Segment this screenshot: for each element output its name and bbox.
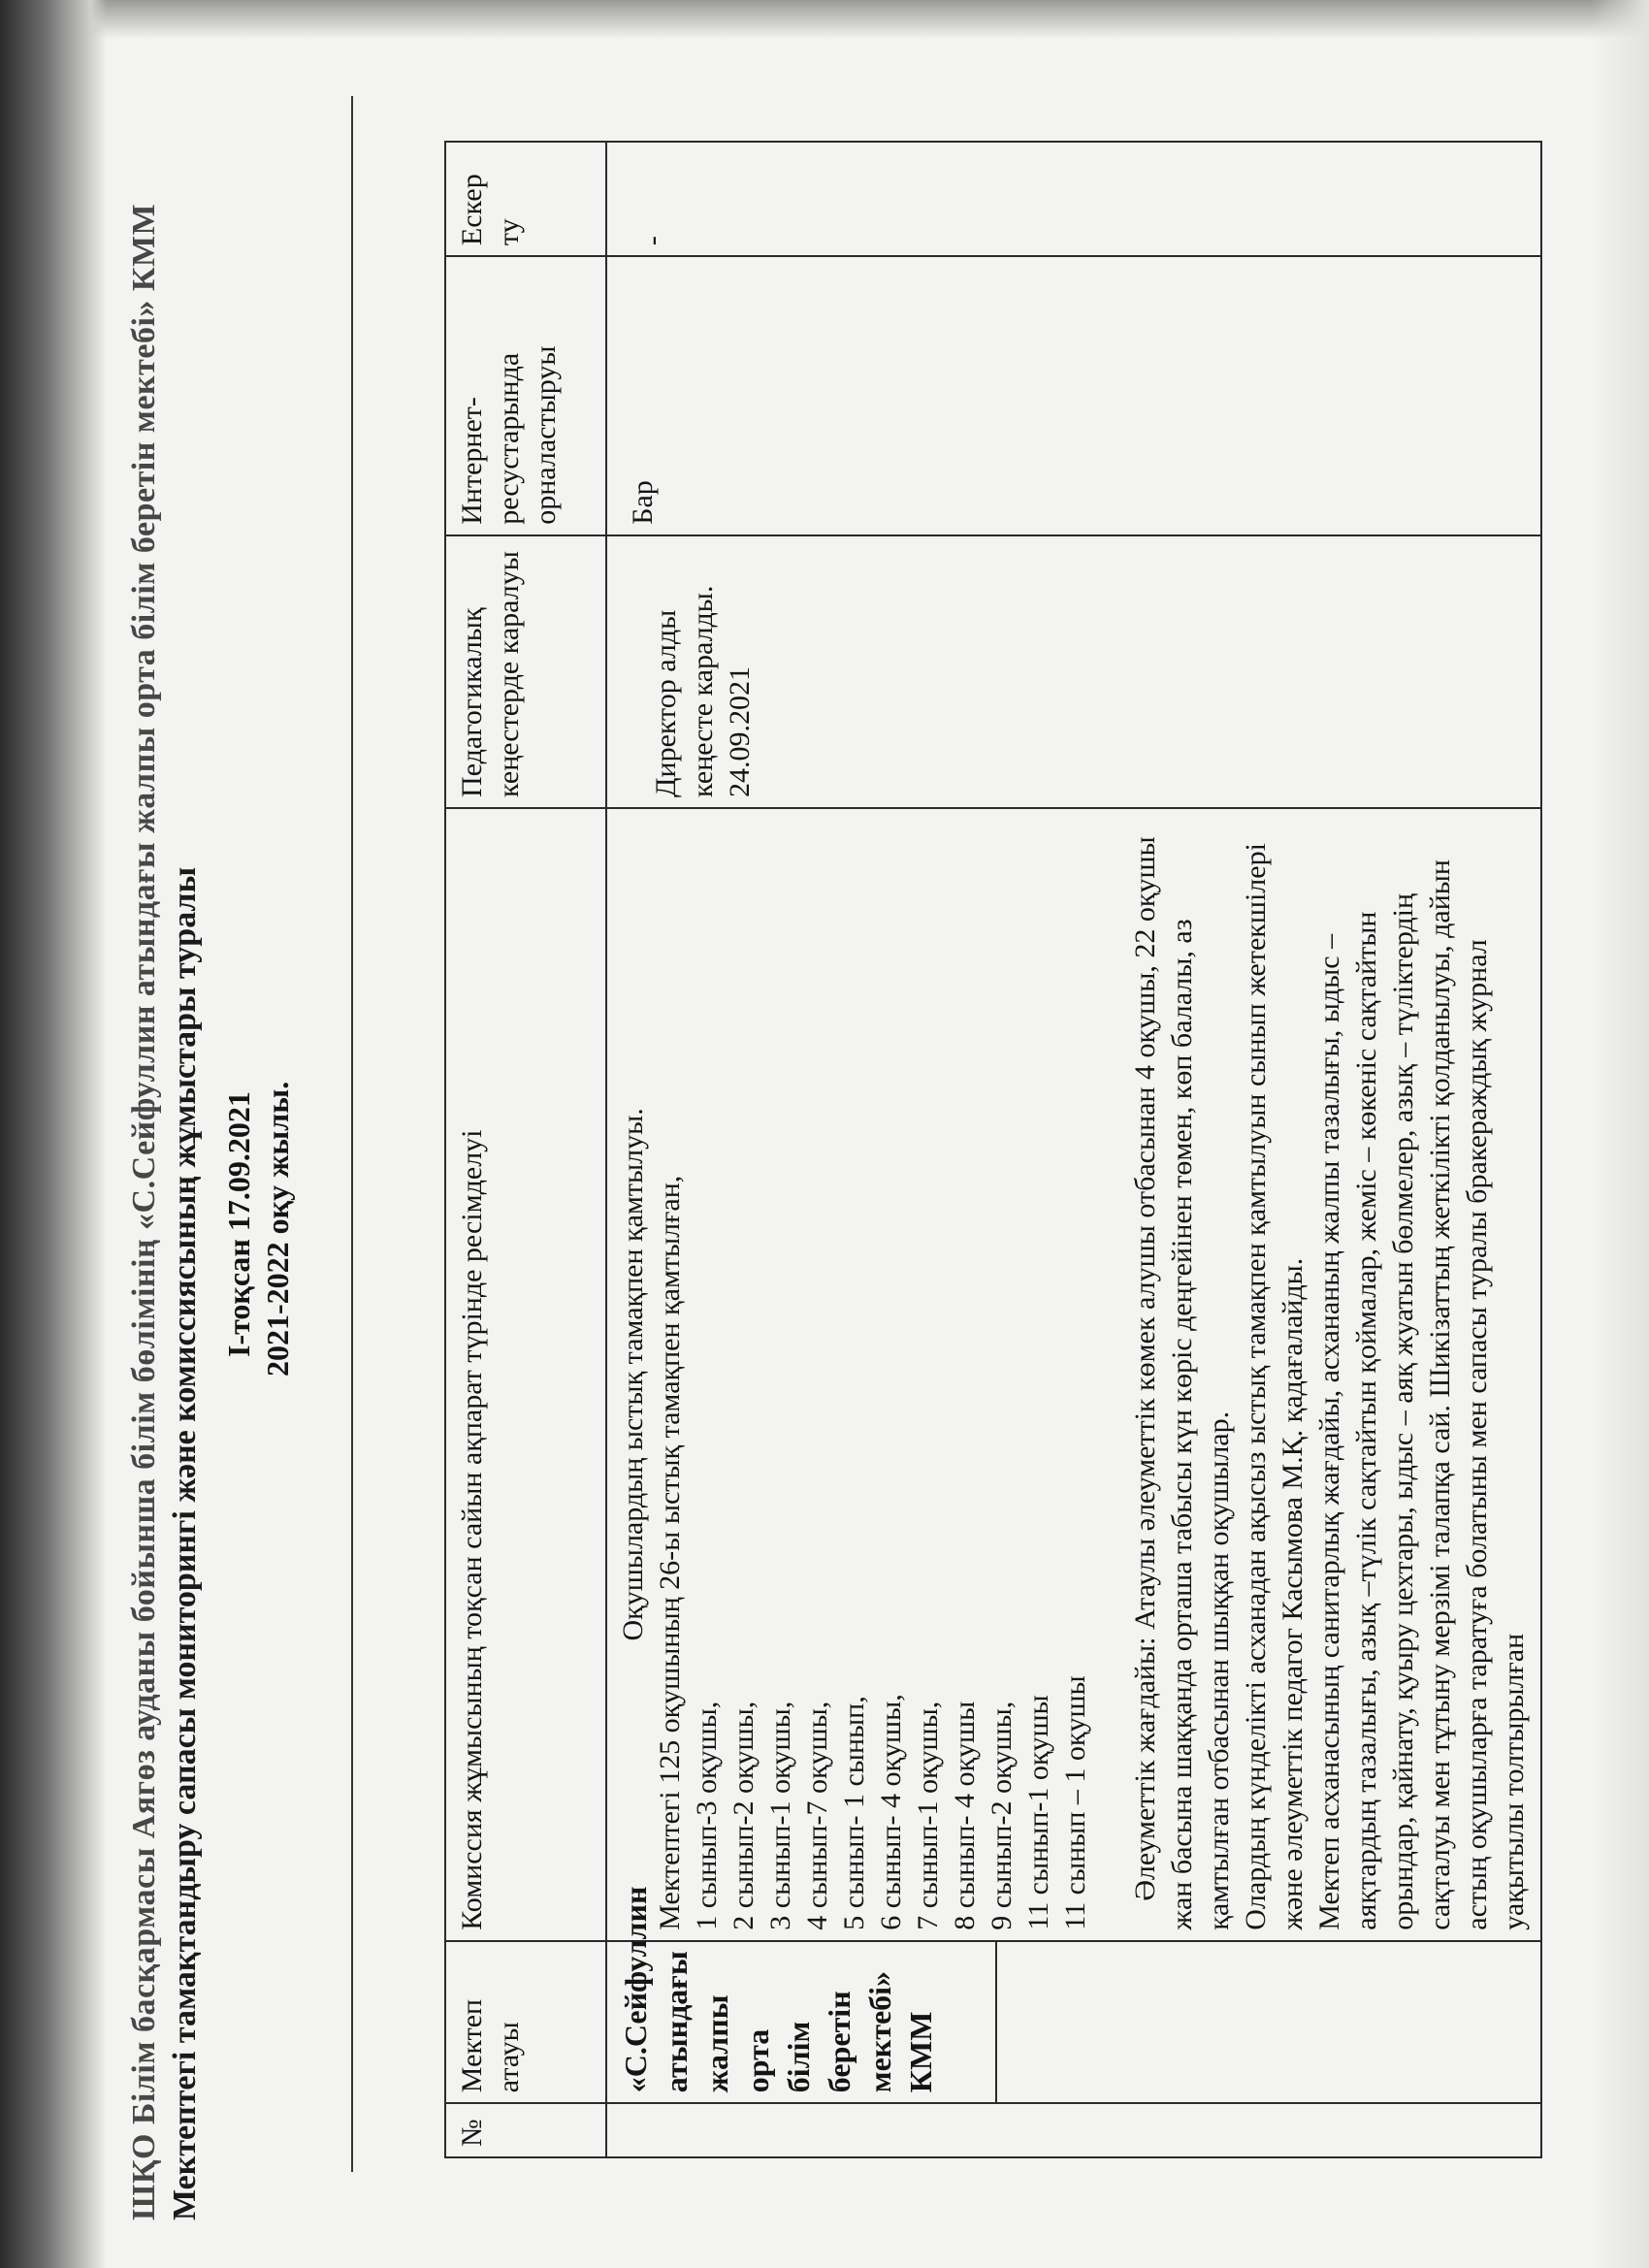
list-item: 11 сынып-1 оқушы [1022, 1695, 1054, 1930]
cell-web [606, 256, 1541, 535]
ped-text: Директор алды кеңесте каралды. 24.09.2021 [650, 585, 756, 797]
cell-info [606, 808, 1541, 1941]
header-num: № [445, 2103, 606, 2157]
web-text: Бар [627, 480, 659, 525]
header-note: Ескер ту [445, 142, 606, 256]
list-item: 8 сынып- 4 оқушы [949, 1701, 981, 1930]
list-item: 4 сынып-7 оқушы, [801, 1701, 833, 1930]
list-item: 11 сынып – 1 оқушы [1059, 1675, 1091, 1930]
spacer [1094, 819, 1127, 1930]
cell-ped [606, 535, 1541, 808]
class-list [689, 819, 1094, 1930]
school-cell-divider [995, 1942, 1007, 2102]
info-control: Олардың күнделікті асханадан ақысыз ыстық тамақпен қамтылуын сынып жетекшілері және әлеуметтік педагог Касымова М.Қ. қадағалайды. [1240, 843, 1309, 1930]
list-item: 9 сынып-2 оқушы, [986, 1701, 1018, 1930]
cell-note [606, 142, 1541, 256]
cell-school [606, 1886, 1541, 2103]
header-web: Интернет-ресустарында орналастыруы [445, 256, 606, 535]
info-intro: Мектептегі 125 оқушының 26-ы ыстық тамақпен қамтылған, [654, 1175, 686, 1930]
header-ped: Педагогикалық кеңестерде каралуы [445, 535, 606, 808]
list-item: 3 сынып-1 оқушы, [764, 1701, 796, 1930]
header-academic-year: 2021-2022 оқу жылы. [260, 1081, 295, 1377]
header-organization: ШҚО Білім басқармасы Аягөз ауданы бойынша білім бөлімінің «С.Сейфуллин атындағы жалпы орта білім беретін мектебі» КММ [126, 203, 162, 2220]
note-text: - [636, 236, 668, 246]
list-item: 1 сынып-3 оқушы, [691, 1701, 723, 1930]
table-header-row [445, 142, 606, 2157]
info-canteen: Мектеп асханасының санитарлық жағдайы, асхананың жалпы тазалығы, ыдыс – аяқтардың тазалығы, азық –түлік сақтайтын қоймалар, жеміс – көкеніс сақтайтын орындар, қайнату, қуыру цехтары, ыдыс – аяқ жуатын бөлмелер, азық – түліктердің сақталуы мен тұтыну мерзімі талапқа сай. Шикізаттың жеткілікті қолданылуы, дайын астың оқушыларға таратуға болатыны мен сапасы туралы бракераждық журнал уақытылы толтырылған [1313, 859, 1530, 1930]
scan-shadow-right [1591, 0, 1649, 2268]
info-social: Әлеуметтік жағдайы: Атаулы әлеуметтік көмек алушы отбасынан 4 оқушы, 22 оқушы жан басына шаққанда орташа табысы күн көріс деңгейінен төмен, көп балалы, аз қамтылған отбасынан шыққан оқушылар. [1129, 836, 1235, 1930]
cell-num [606, 2103, 1541, 2157]
monitoring-table [444, 141, 1542, 2158]
table-row [606, 142, 1541, 2157]
list-item: 6 сынып- 4 оқушы, [875, 1694, 907, 1930]
rotated-document-sheet [68, 18, 1581, 2250]
list-item: 2 сынып-2 оқушы, [728, 1701, 760, 1930]
header-subject: Мектептегі тамақтандыру сапасы мониторингі және комиссиясының жұмыстары туралы [167, 866, 203, 2220]
info-title: Оқушылардың ыстық тамақпен қамтылуы. [617, 1108, 649, 1641]
school-name: «С.Сейфуллин атындағы жалпы орта білім беретін мектебі» КММ [618, 1886, 938, 2093]
header-school: Мектеп атауы [445, 1941, 606, 2103]
header-rule [351, 96, 353, 2172]
list-item: 7 сынып-1 оқушы, [912, 1701, 944, 1930]
list-item: 5 сынып- 1 сынып, [838, 1696, 870, 1930]
header-info: Комиссия жұмысының тоқсан сайын ақпарат түрінде ресімделуі [445, 808, 606, 1941]
header-period: І-тоқсан 17.09.2021 [221, 1091, 256, 1357]
